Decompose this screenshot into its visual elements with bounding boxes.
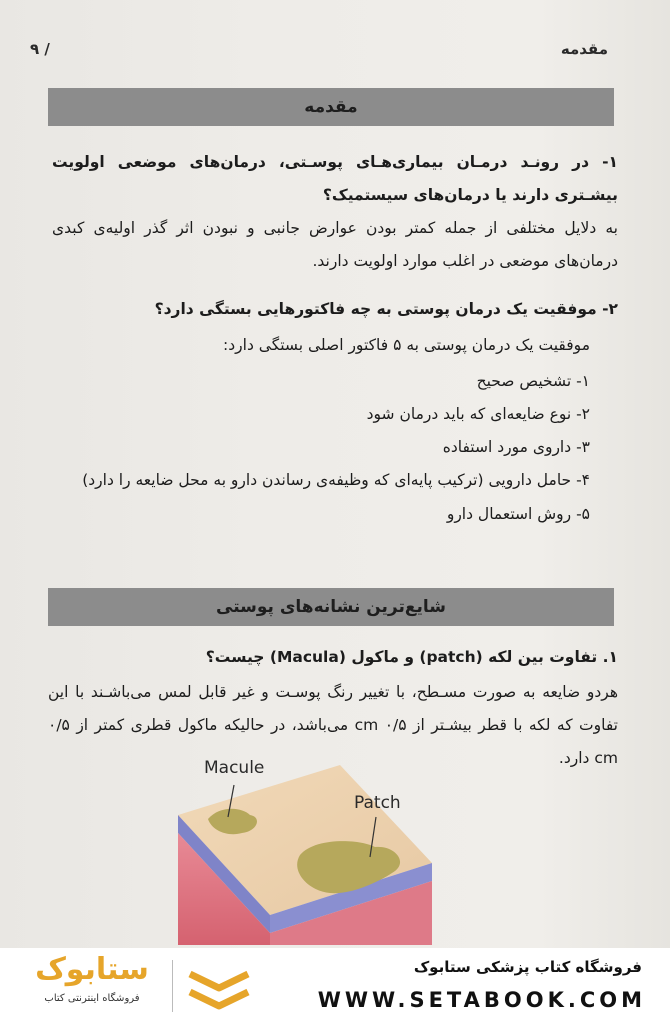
list-item: ۴- حامل دارویی (ترکیب پایه‌ای که وظیفه‌ی رساندن دارو به محل ضایعه را دارد)	[82, 471, 590, 489]
section-title-signs: شایع‌ترین نشانه‌های پوستی	[48, 588, 614, 626]
list-item: ۳- داروی مورد استفاده	[442, 438, 590, 456]
patch-label: Patch	[354, 793, 401, 813]
store-name: فروشگاه کتاب پزشکی ستابوک	[413, 958, 642, 976]
question-2: ۲- موفقیت یک درمان پوستی به چه فاکتورهایی بستگی دارد؟	[154, 300, 618, 318]
macule-label: Macule	[204, 758, 265, 778]
logo-chevron-icon	[186, 966, 252, 1012]
question-1: ۱- در رونـد درمـان بیماری‌هـای پوسـتی، درمان‌های موضعی اولویت بیشـتری دارند یا درمان‌های سیستمیک؟	[52, 153, 618, 204]
question-3: ۱. تفاوت بین لکه (patch) و ماکول (Macula) چیست؟	[205, 648, 618, 666]
list-item: ۵- روش استعمال دارو	[446, 505, 590, 523]
footer-divider	[172, 960, 173, 1012]
list-item: ۲- نوع ضایعه‌ای که باید درمان شود	[366, 405, 590, 423]
header-page-number	[30, 40, 50, 58]
answer-3: هردو ضایعه به صورت مسـطح، با تغییر رنگ پوسـت و غیر قابل لمس می‌باشـند با این تفاوت که لکه با قطر بیشـتر از ۰/۵ cm می‌باشد، در حالیکه ماکول قطری کمتر از ۰/۵ cm دارد.	[48, 683, 618, 767]
skin-lesion-diagram	[170, 745, 440, 945]
logo-subtitle: فروشگاه اینترنتی کتاب	[44, 993, 140, 1004]
store-footer	[0, 948, 670, 1024]
list-item: ۱- تشخیص صحیح	[476, 372, 590, 390]
logo-wordmark: ستابوک	[35, 952, 149, 987]
answer-2-intro: موفقیت یک درمان پوستی به ۵ فاکتور اصلی بستگی دارد:	[223, 336, 590, 354]
page-number: ۹	[30, 40, 40, 58]
section-title-intro: مقدمه	[48, 88, 614, 126]
store-url-link[interactable]: WWW.SETABOOK.COM	[317, 988, 646, 1012]
page-header	[30, 40, 630, 66]
header-separator: /	[44, 40, 50, 58]
answer-1: به دلایل مختلفی از جمله کمتر بودن عوارض جانبی و نبودن اثر گذر اولیه‌ی کبدی درمان‌های موضعی در اغلب موارد اولویت دارند.	[52, 219, 618, 270]
header-chapter: مقدمه	[560, 40, 608, 58]
